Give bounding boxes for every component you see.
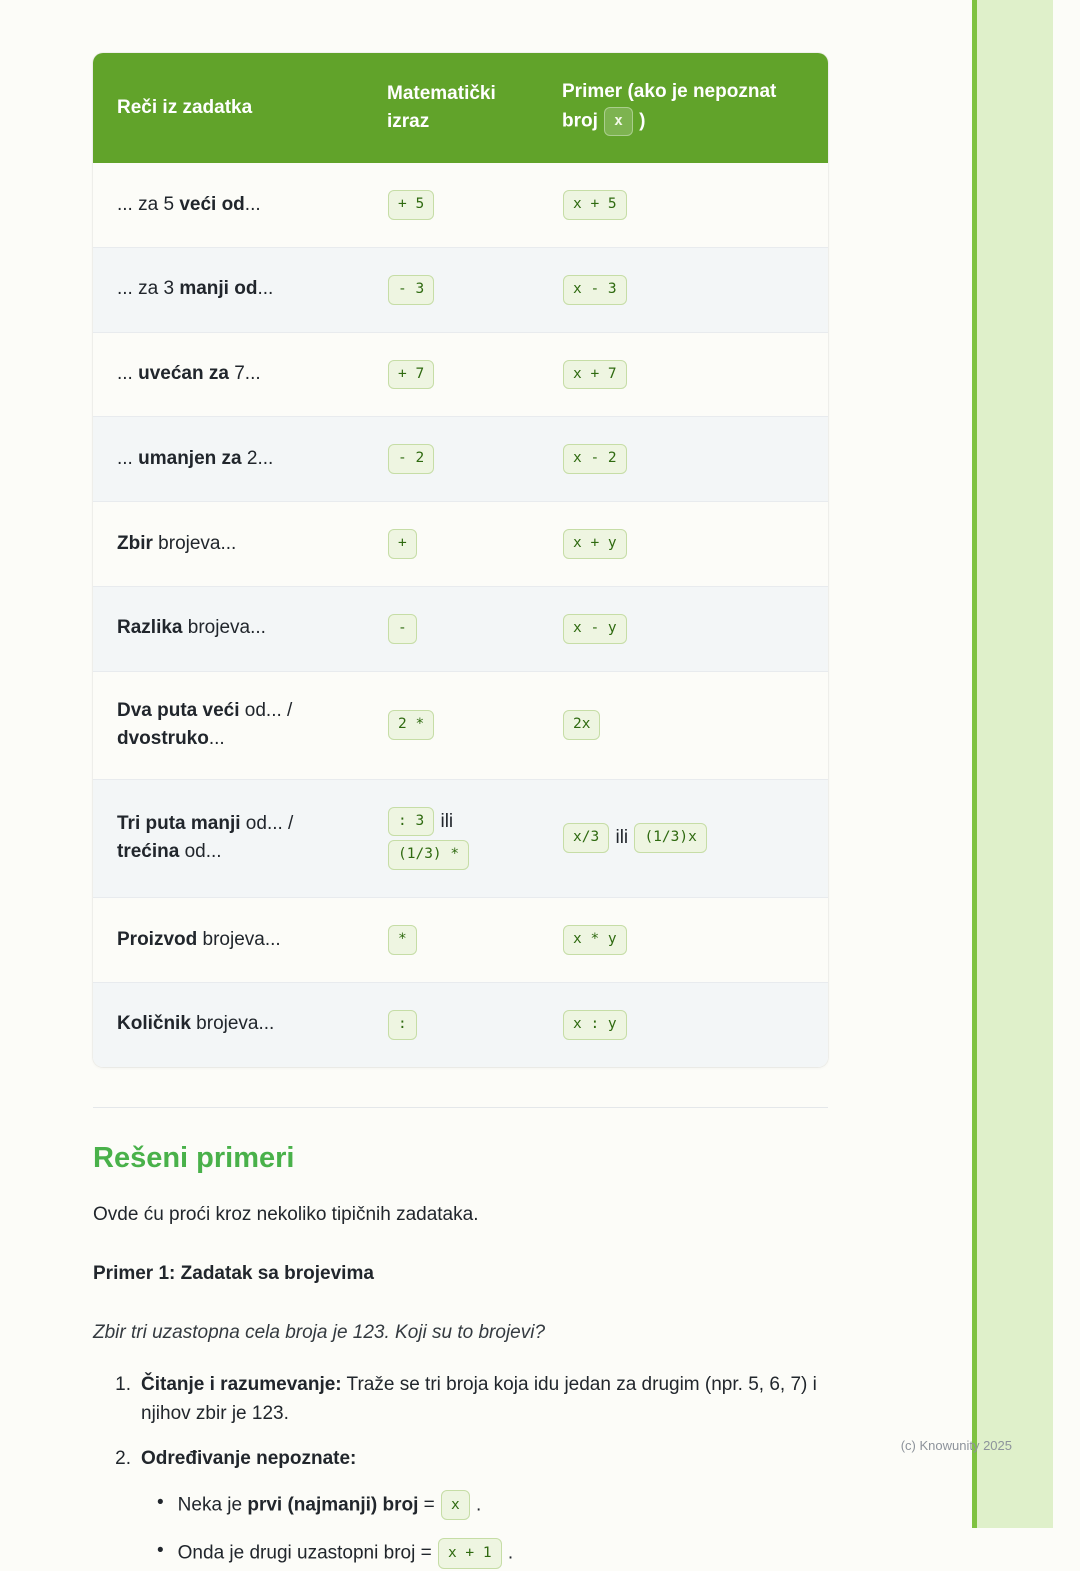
table-cell-example xyxy=(538,898,828,982)
code-chip: x + 7 xyxy=(563,360,627,390)
text: od... / xyxy=(239,699,293,721)
table-header-text xyxy=(562,78,804,139)
code-chip: x/3 xyxy=(563,823,609,853)
table-cell-words xyxy=(93,420,363,499)
table-cell-example xyxy=(538,587,828,671)
code-chip: + 7 xyxy=(388,360,434,390)
code-chip: x + 1 xyxy=(438,1538,502,1568)
example-heading: Primer 1: Zadatak sa brojevima xyxy=(93,1263,374,1284)
text: Primer (ako je nepoznat broj xyxy=(562,80,777,132)
table-cell-expression xyxy=(363,983,538,1067)
bullet-icon: • xyxy=(157,1540,164,1562)
bold-text: dvostruko xyxy=(117,728,209,749)
text: ... xyxy=(257,278,274,300)
bold-text: Zbir xyxy=(117,532,153,554)
code-chip: x - 3 xyxy=(563,275,627,305)
table-row xyxy=(93,502,828,587)
page-edge-strip xyxy=(977,0,1053,1528)
text: brojeva... xyxy=(182,617,266,639)
text: ... za 3 xyxy=(117,278,180,300)
code-chip: x * y xyxy=(563,925,627,955)
table-cell-example xyxy=(538,683,828,767)
table-header-cell xyxy=(363,53,538,163)
bullet-item xyxy=(157,1536,828,1570)
code-chip: + xyxy=(388,529,417,559)
page-edge-line xyxy=(972,0,977,1528)
list-item-text xyxy=(141,1370,828,1429)
table-cell-example xyxy=(538,333,828,417)
bold-text: trećina xyxy=(117,841,180,863)
table-cell-words xyxy=(93,901,363,980)
table-cell-expression xyxy=(363,502,538,586)
text: ili xyxy=(435,810,454,832)
text: ... xyxy=(117,447,139,469)
table-header-text xyxy=(117,94,252,122)
bullet-text xyxy=(178,1536,514,1570)
table-row xyxy=(93,780,828,899)
table-cell-example xyxy=(538,248,828,332)
table-cell-example xyxy=(538,796,828,880)
table-cell-words xyxy=(93,166,363,245)
code-chip: 2x xyxy=(563,710,600,740)
page-content xyxy=(93,0,828,1571)
bold-text: Tri puta manji xyxy=(117,812,241,834)
table-header-text xyxy=(387,80,514,135)
code-chip: : xyxy=(388,1010,417,1040)
table-row xyxy=(93,983,828,1067)
bold-text: Proizvod xyxy=(117,928,198,950)
bold-text: Razlika xyxy=(117,617,183,639)
code-chip: - 3 xyxy=(388,275,434,305)
table-cell-example xyxy=(538,417,828,501)
code-chip: x + 5 xyxy=(563,190,627,220)
problem-statement: Zbir tri uzastopna cela broja je 123. Koji su to brojevi? xyxy=(93,1322,546,1343)
text: = xyxy=(418,1494,441,1516)
list-item xyxy=(107,1444,828,1473)
code-chip: (1/3)x xyxy=(634,823,706,853)
table-header-row xyxy=(93,53,828,163)
bullet-icon: • xyxy=(157,1491,164,1513)
code-chip: x : y xyxy=(563,1010,627,1040)
code-chip: 2 * xyxy=(388,710,434,740)
code-chip: x - 2 xyxy=(563,444,627,474)
text: od... xyxy=(179,841,222,863)
copyright: (c) Knowunity 2025 xyxy=(900,1438,1012,1453)
code-chip: + 5 xyxy=(388,190,434,220)
table-cell-expression xyxy=(363,587,538,671)
section-divider xyxy=(93,1107,828,1108)
table-cell-expression xyxy=(363,780,538,898)
text: brojeva... xyxy=(152,532,237,554)
table-row xyxy=(93,248,828,333)
bold-text: Određivanje nepoznate: xyxy=(141,1448,357,1470)
text: . xyxy=(470,1494,482,1516)
code-chip: - 2 xyxy=(388,444,434,474)
steps-list xyxy=(93,1370,828,1571)
table-cell-example xyxy=(538,983,828,1067)
table-cell-words xyxy=(93,505,363,584)
text: brojeva... xyxy=(197,928,281,950)
table-row xyxy=(93,898,828,983)
table-cell-words xyxy=(93,672,363,779)
list-item xyxy=(107,1370,828,1429)
section-title: Rešeni primeri xyxy=(93,1141,295,1174)
table-header-cell xyxy=(538,53,828,163)
list-item-text xyxy=(141,1444,828,1473)
table-body xyxy=(93,163,828,1067)
text: Matematički izraz xyxy=(387,83,496,132)
text: Reči iz zadatka xyxy=(117,97,253,119)
code-chip: : 3 xyxy=(388,807,434,837)
bold-text: uvećan za xyxy=(138,363,229,385)
bold-text: manji od xyxy=(179,278,258,300)
text: 2... xyxy=(241,447,274,469)
table-cell-expression xyxy=(363,163,538,247)
bold-text: Količnik xyxy=(117,1013,191,1035)
text: ... xyxy=(208,728,225,749)
table-row xyxy=(93,672,828,780)
text: od... / xyxy=(240,812,294,834)
code-chip: x - y xyxy=(563,614,627,644)
table-cell-example xyxy=(538,163,828,247)
word-to-expression-table xyxy=(93,53,828,1067)
text: ... xyxy=(117,363,139,385)
table-cell-words xyxy=(93,335,363,414)
code-chip: (1/3) * xyxy=(388,840,469,870)
bullet-item xyxy=(157,1488,828,1522)
table-row xyxy=(93,417,828,502)
text: Traže se tri broja koja idu jedan za drugim (npr. 5, 6, 7) i njihov zbir je 123. xyxy=(141,1373,817,1424)
code-chip: * xyxy=(388,925,417,955)
bold-text: prvi (najmanji) broj xyxy=(247,1494,419,1516)
text: ... xyxy=(244,193,261,215)
table-header-cell xyxy=(93,53,363,163)
intro-paragraph: Ovde ću proći kroz nekoliko tipičnih zadataka. xyxy=(93,1203,479,1225)
bold-text: umanjen za xyxy=(138,447,242,469)
text: Onda je drugi uzastopni broj = xyxy=(177,1542,437,1564)
text: ... za 5 xyxy=(117,193,180,215)
table-cell-words xyxy=(93,250,363,329)
text: brojeva... xyxy=(190,1013,275,1035)
list-number: 2. xyxy=(115,1448,131,1470)
text: . xyxy=(502,1542,514,1564)
code-chip: - xyxy=(388,614,417,644)
table-cell-expression xyxy=(363,683,538,767)
table-cell-expression xyxy=(363,333,538,417)
table-row xyxy=(93,163,828,248)
table-cell-words xyxy=(93,589,363,668)
text: ili xyxy=(610,827,634,849)
table-row xyxy=(93,587,828,672)
bullet-text xyxy=(178,1488,482,1522)
bold-text: Dva puta veći xyxy=(117,699,240,721)
table-cell-expression xyxy=(363,417,538,501)
table-cell-expression xyxy=(363,248,538,332)
text: 7... xyxy=(228,363,261,385)
list-number: 1. xyxy=(115,1373,131,1395)
code-chip: x xyxy=(441,1490,470,1520)
table-cell-words xyxy=(93,985,363,1064)
code-chip: x xyxy=(604,107,633,136)
table-row xyxy=(93,333,828,418)
text: ) xyxy=(633,110,646,132)
text: Neka je xyxy=(177,1494,248,1516)
code-chip: x + y xyxy=(563,529,627,559)
bold-text: veći od xyxy=(179,193,245,215)
table-cell-words xyxy=(93,785,363,892)
table-cell-expression xyxy=(363,898,538,982)
bold-text: Čitanje i razumevanje: xyxy=(141,1373,342,1395)
table-cell-example xyxy=(538,502,828,586)
